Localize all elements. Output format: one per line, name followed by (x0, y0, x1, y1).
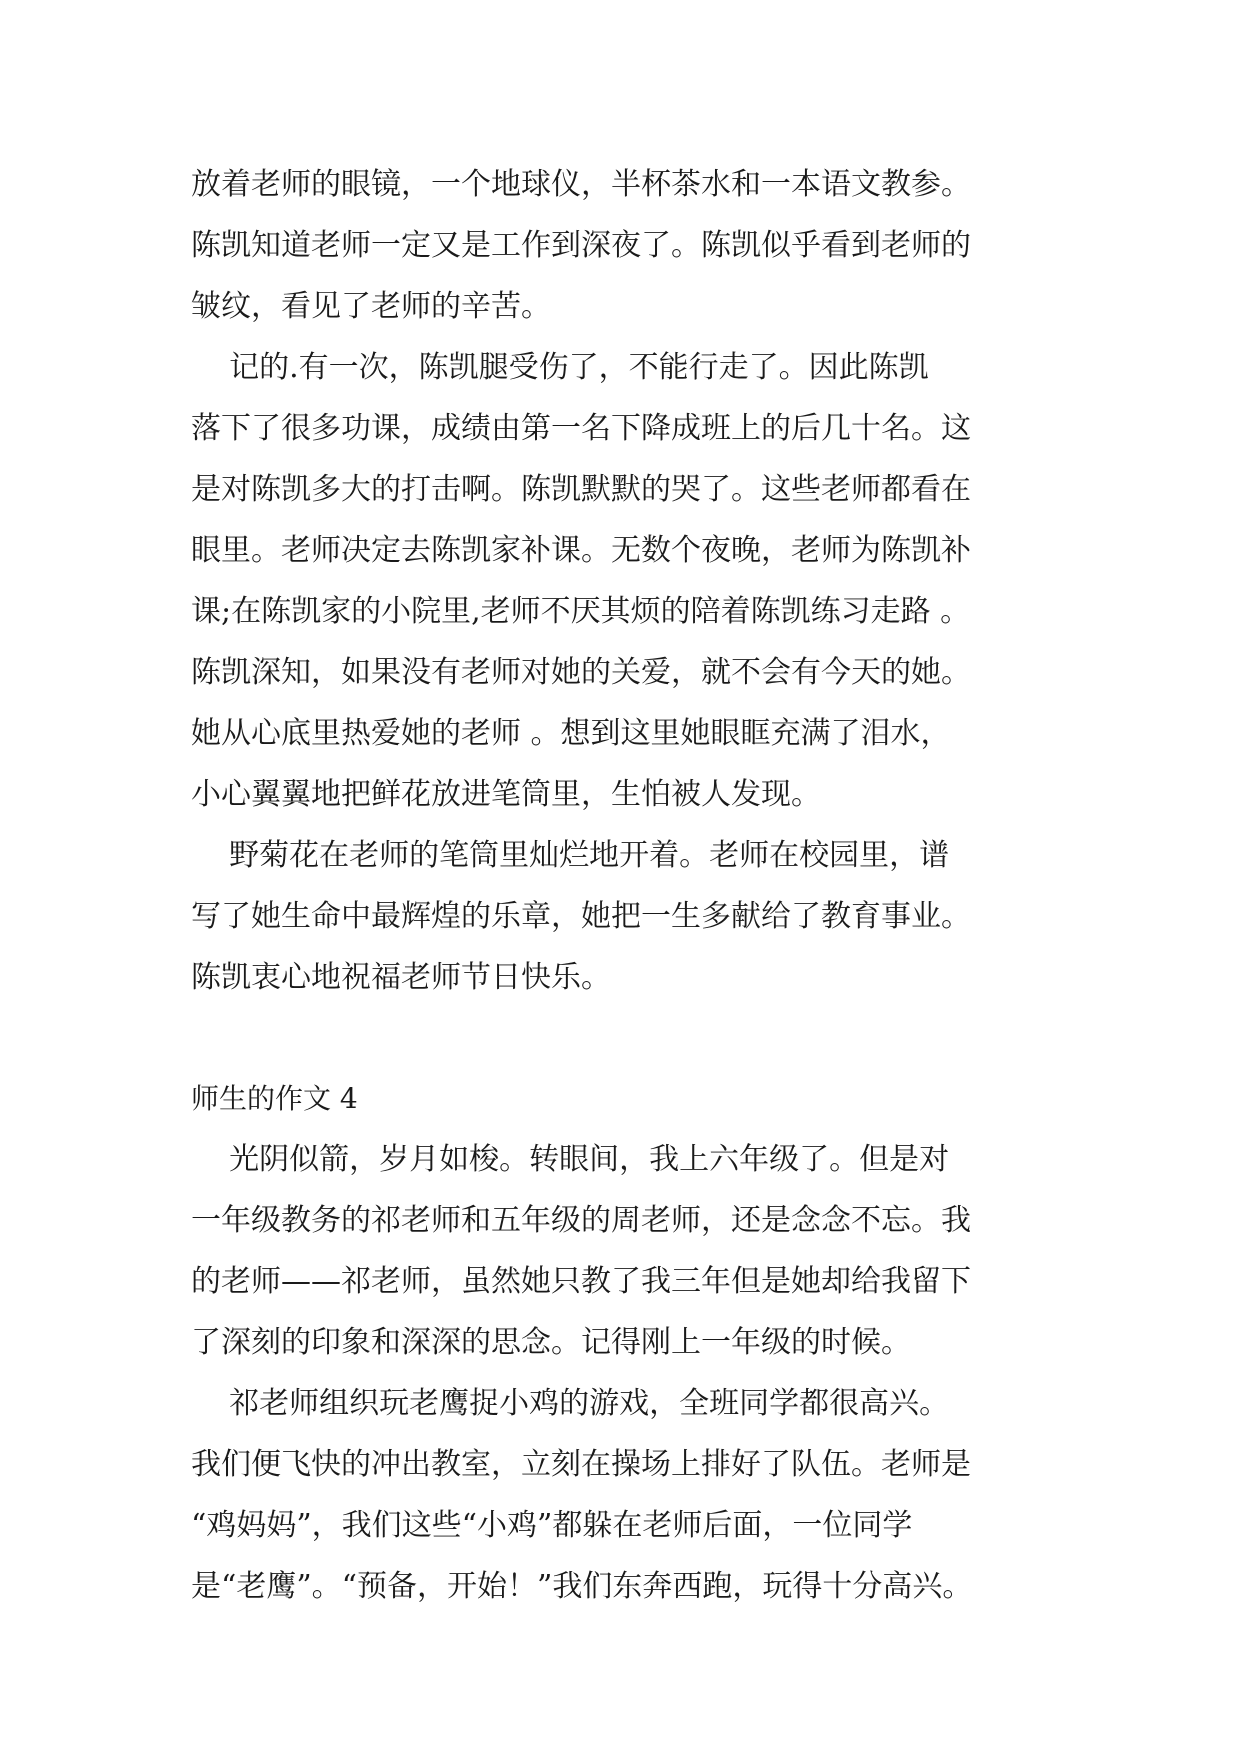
text-line: 放着老师的眼镜，一个地球仪，半杯茶水和一本语文教参。 (191, 167, 971, 202)
text-line: 光阴似箭，岁月如梭。转眼间，我上六年级了。但是对 (191, 1142, 950, 1177)
text-line: 陈凯衷心地祝福老师节日快乐。 (191, 960, 611, 995)
text-line: 祁老师组织玩老鹰捉小鸡的游戏，全班同学都很高兴。 (191, 1386, 950, 1421)
text-line: 眼里。老师决定去陈凯家补课。无数个夜晚，老师为陈凯补 (191, 533, 971, 568)
text-line: 我们便飞快的冲出教室，立刻在操场上排好了队伍。老师是 (191, 1447, 971, 1482)
text-line: 小心翼翼地把鲜花放进笔筒里，生怕被人发现。 (191, 777, 821, 812)
text-line: 是对陈凯多大的打击啊。陈凯默默的哭了。这些老师都看在 (191, 472, 971, 507)
text-line: 的老师——祁老师，虽然她只教了我三年但是她却给我留下 (191, 1264, 971, 1299)
text-line: 陈凯知道老师一定又是工作到深夜了。陈凯似乎看到老师的 (191, 228, 971, 263)
text-line: 记的.有一次，陈凯腿受伤了，不能行走了。因此陈凯 (191, 350, 929, 385)
text-line: 课;在陈凯家的小院里,老师不厌其烦的陪着陈凯练习走路 。 (191, 594, 971, 629)
text-line: 一年级教务的祁老师和五年级的周老师，还是念念不忘。我 (191, 1203, 971, 1238)
text-line: “鸡妈妈”，我们这些“小鸡”都躲在老师后面，一位同学 (191, 1508, 913, 1543)
text-line: 陈凯深知，如果没有老师对她的关爱，就不会有今天的她。 (191, 655, 971, 690)
text-line: 皱纹，看见了老师的辛苦。 (191, 289, 551, 324)
text-line: 写了她生命中最辉煌的乐章，她把一生多献给了教育事业。 (191, 899, 971, 934)
text-line: 是“老鹰”。“预备，开始！”我们东奔西跑，玩得十分高兴。 (191, 1569, 973, 1604)
text-line: 野菊花在老师的笔筒里灿烂地开着。老师在校园里，谱 (191, 838, 950, 873)
text-line: 她从心底里热爱她的老师 。想到这里她眼眶充满了泪水， (191, 716, 951, 751)
section-title: 师生的作文 4 (191, 1082, 358, 1115)
text-line: 落下了很多功课，成绩由第一名下降成班上的后几十名。这 (191, 411, 971, 446)
text-line: 了深刻的印象和深深的思念。记得刚上一年级的时候。 (191, 1325, 911, 1360)
